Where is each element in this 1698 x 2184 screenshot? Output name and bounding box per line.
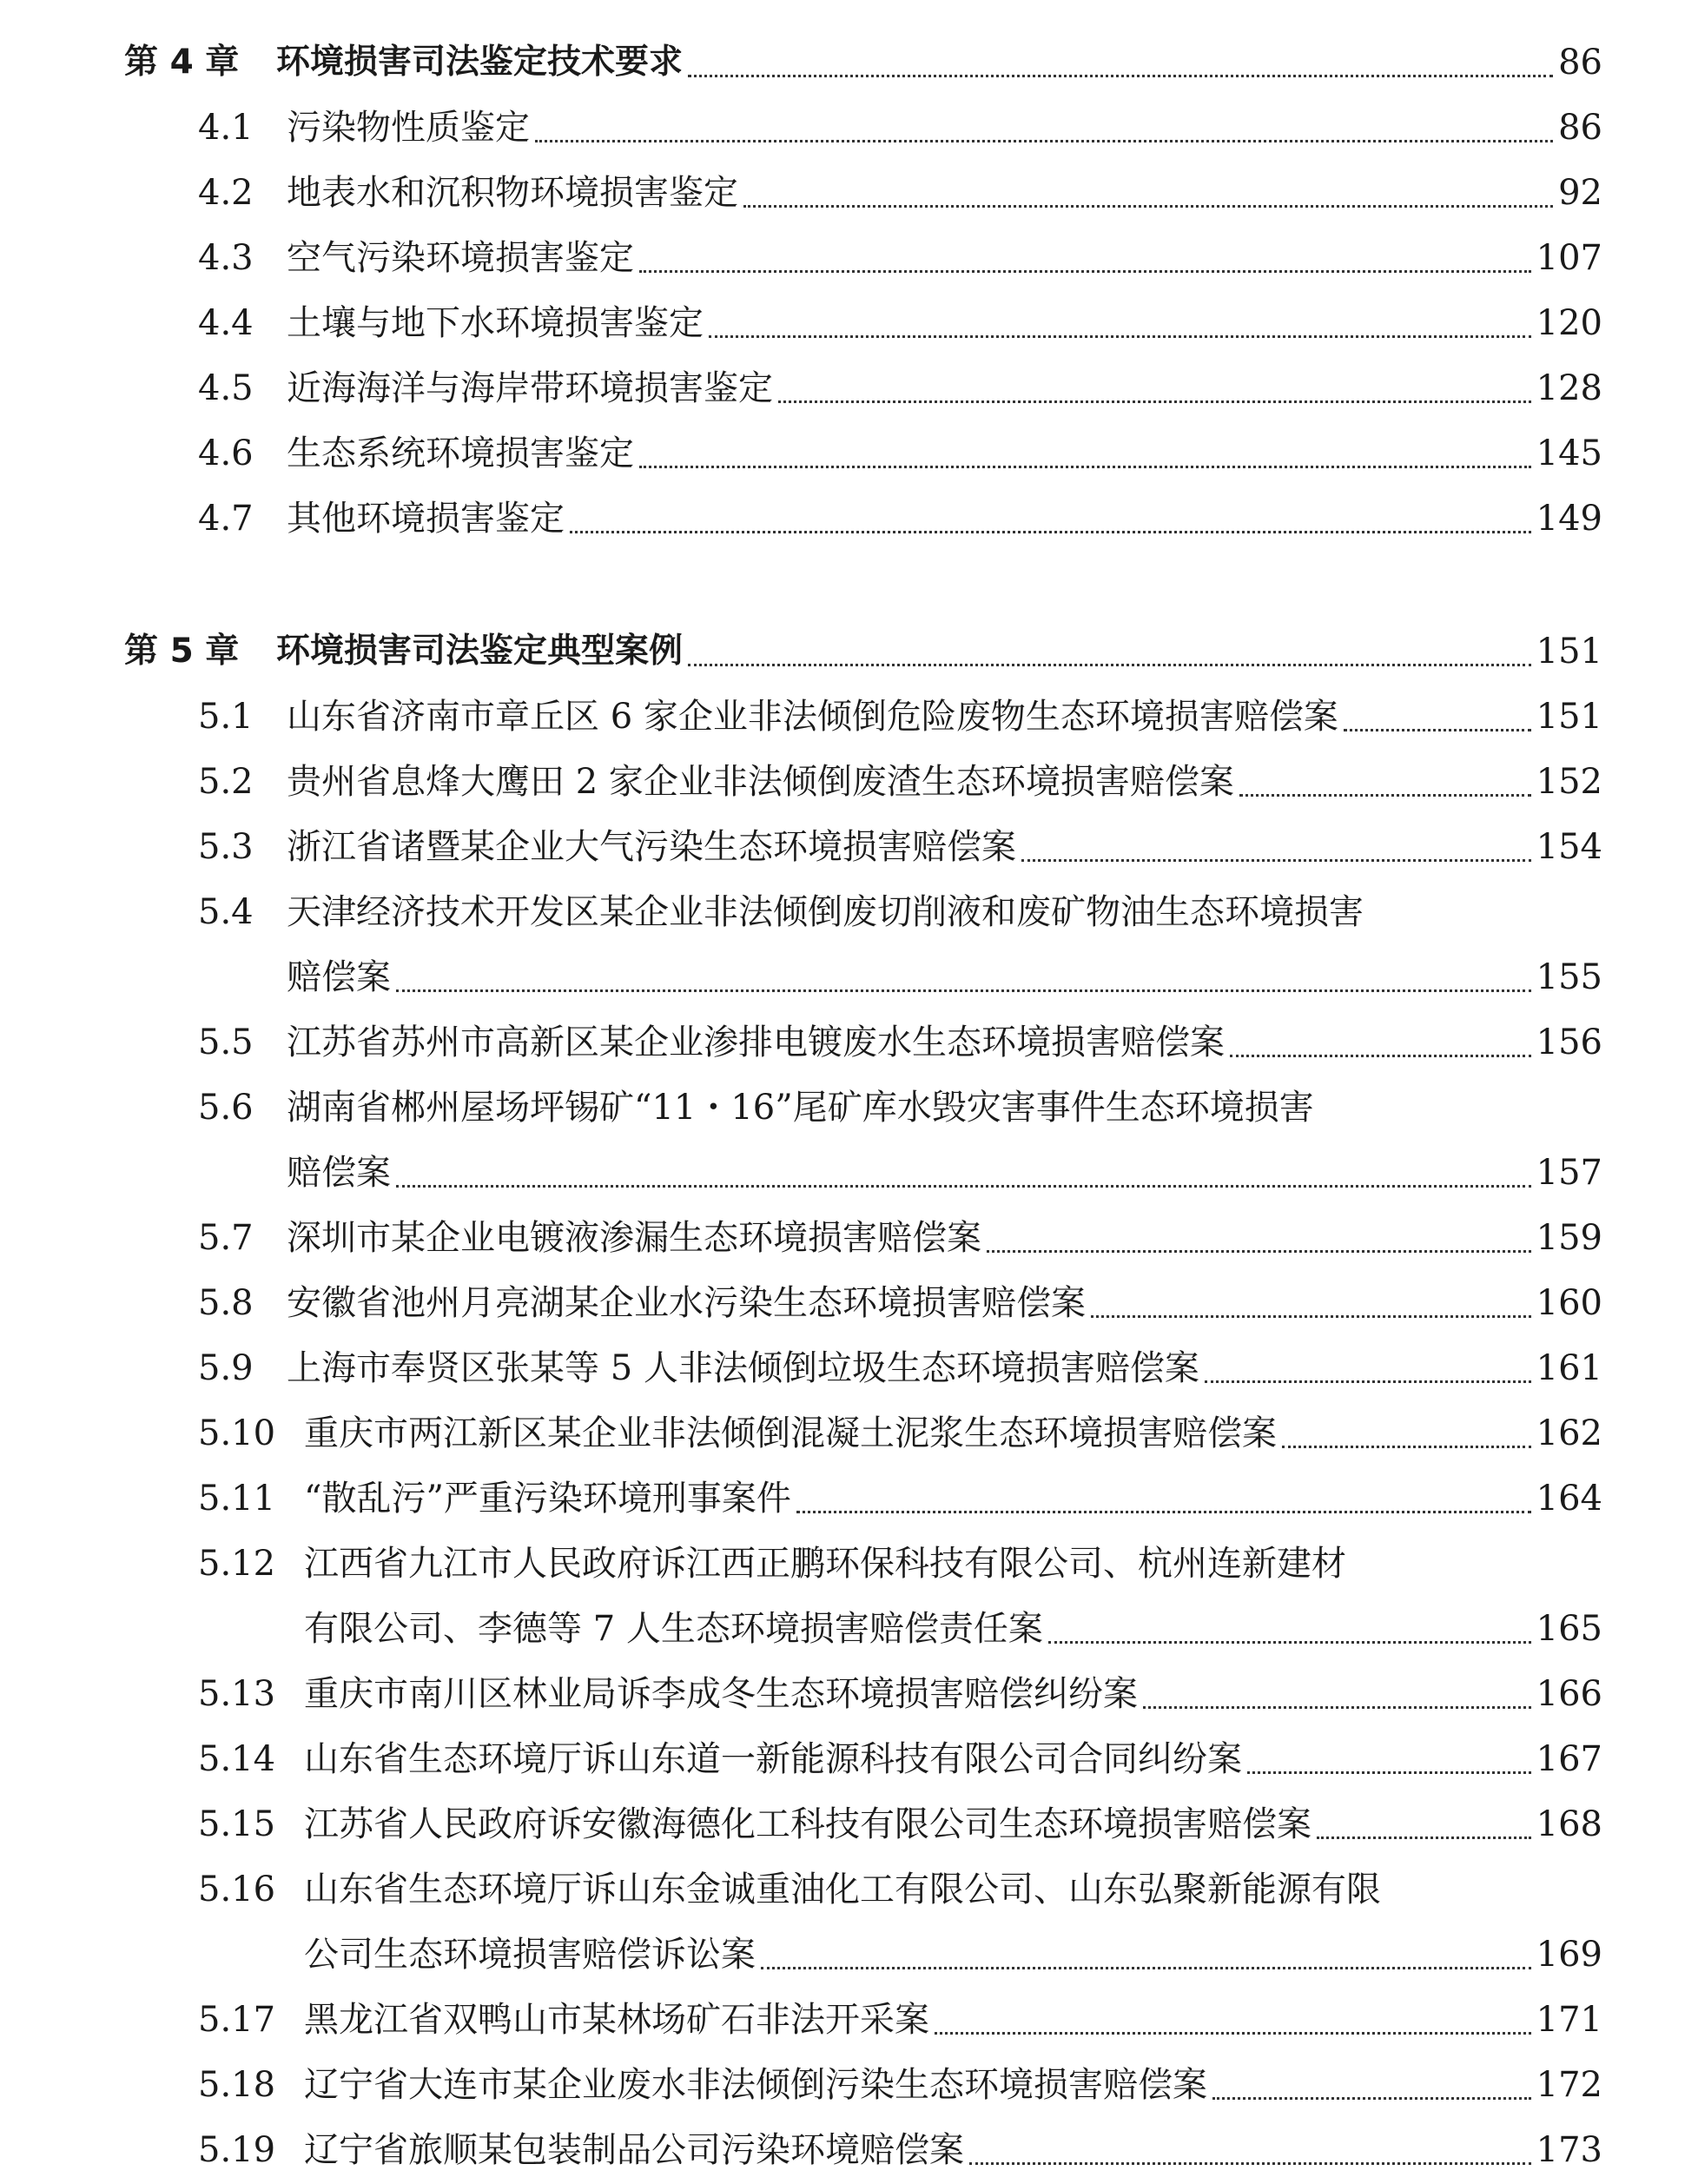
section-number: 5.8 [198, 1283, 254, 1323]
page-number: 169 [1536, 1935, 1602, 1975]
section-title-continued: 有限公司、李德等 7 人生态环境损害赔偿责任案 [304, 1609, 1043, 1649]
section-number: 4.3 [198, 238, 254, 278]
section-title: 重庆市两江新区某企业非法倾倒混凝土泥浆生态环境损害赔偿案 [304, 1413, 1277, 1453]
section-title: 江苏省人民政府诉安徽海德化工科技有限公司生态环境损害赔偿案 [304, 1804, 1311, 1844]
section-title: 黑龙江省双鸭山市某林场矿石非法开采案 [304, 2000, 929, 2040]
dot-leader [778, 400, 1531, 403]
page-number: 154 [1536, 827, 1602, 867]
toc-section-entry[interactable] [198, 230, 1602, 286]
page-number: 159 [1536, 1218, 1602, 1258]
dot-leader [987, 1250, 1531, 1253]
section-number: 4.2 [198, 173, 254, 213]
toc-section-entry[interactable] [198, 1797, 1602, 1852]
section-number: 5.16 [198, 1870, 276, 1909]
toc-section-entry[interactable] [198, 1015, 1602, 1070]
dot-leader [1021, 859, 1531, 862]
page-number: 171 [1536, 2000, 1602, 2040]
section-number: 5.18 [198, 2065, 276, 2105]
dot-leader [1317, 1837, 1531, 1839]
page-number: 145 [1536, 433, 1602, 473]
section-number: 5.19 [198, 2130, 276, 2170]
dot-leader [688, 664, 1531, 666]
section-title-continued: 公司生态环境损害赔偿诉讼案 [304, 1935, 756, 1975]
section-title: 重庆市南川区林业局诉李成冬生态环境损害赔偿纠纷案 [304, 1674, 1138, 1714]
page-number: 164 [1536, 1479, 1602, 1519]
section-title: 贵州省息烽大鹰田 2 家企业非法倾倒废渣生态环境损害赔偿案 [287, 762, 1234, 802]
section-title: 近海海洋与海岸带环境损害鉴定 [287, 368, 773, 408]
dot-leader [535, 140, 1553, 142]
page-number: 165 [1536, 1609, 1602, 1649]
toc-section-entry[interactable] [198, 1406, 1602, 1461]
page-number: 173 [1536, 2130, 1602, 2170]
section-number: 5.5 [198, 1023, 254, 1062]
page-number: 149 [1536, 499, 1602, 539]
toc-section-entry[interactable] [198, 1666, 1602, 1722]
toc-section-continuation[interactable] [304, 1601, 1602, 1657]
dot-leader [1212, 2097, 1531, 2100]
section-title: 其他环境损害鉴定 [287, 499, 565, 539]
section-number: 5.1 [198, 697, 254, 737]
toc-section-entry[interactable] [198, 1536, 1602, 1592]
section-number: 5.15 [198, 1804, 276, 1844]
toc-section-entry[interactable] [198, 1731, 1602, 1787]
section-title: 浙江省诸暨某企业大气污染生态环境损害赔偿案 [287, 827, 1016, 867]
chapter-title: 环境损害司法鉴定技术要求 [276, 43, 684, 82]
dot-leader [1344, 729, 1531, 731]
section-number: 5.7 [198, 1218, 254, 1258]
section-title: 地表水和沉积物环境损害鉴定 [287, 173, 738, 213]
page-number: 168 [1536, 1804, 1602, 1844]
dot-leader [1091, 1315, 1531, 1318]
dot-leader [1205, 1380, 1531, 1383]
dot-leader [639, 270, 1531, 273]
dot-leader [796, 1511, 1531, 1513]
page-number: 157 [1536, 1153, 1602, 1193]
toc-section-entry[interactable] [198, 1275, 1602, 1331]
section-title: 湖南省郴州屋场坪锡矿“11・16”尾矿库水毁灾害事件生态环境损害 [287, 1088, 1314, 1128]
toc-section-entry[interactable] [198, 165, 1602, 221]
toc-section-entry[interactable] [198, 1471, 1602, 1526]
section-title: 空气污染环境损害鉴定 [287, 238, 634, 278]
toc-section-continuation[interactable] [287, 1145, 1602, 1201]
page-number: 86 [1558, 43, 1602, 83]
dot-leader [396, 1185, 1531, 1188]
chapter-label: 第 4 章 [124, 43, 240, 82]
toc-section-continuation[interactable] [287, 950, 1602, 1005]
page-number: 86 [1558, 108, 1602, 148]
dot-leader [761, 1967, 1531, 1969]
toc-section-entry[interactable] [198, 1210, 1602, 1266]
toc-section-continuation[interactable] [304, 1927, 1602, 1982]
toc-section-entry[interactable] [198, 689, 1602, 745]
dot-leader [1048, 1641, 1531, 1644]
dot-leader [396, 989, 1531, 992]
section-number: 4.6 [198, 433, 254, 473]
section-number: 5.3 [198, 827, 254, 867]
section-title-continued: 赔偿案 [287, 1153, 391, 1193]
page-number: 128 [1536, 368, 1602, 408]
toc-section-entry[interactable] [198, 754, 1602, 810]
section-title: 天津经济技术开发区某企业非法倾倒废切削液和废矿物油生态环境损害 [287, 892, 1364, 932]
section-number: 5.17 [198, 2000, 276, 2040]
section-number: 4.5 [198, 368, 254, 408]
page-number: 172 [1536, 2065, 1602, 2105]
page-number: 120 [1536, 303, 1602, 343]
toc-section-entry[interactable] [198, 884, 1602, 940]
page-number: 167 [1536, 1739, 1602, 1779]
toc-section-entry[interactable] [198, 819, 1602, 875]
dot-leader [709, 335, 1531, 338]
toc-section-entry[interactable] [198, 2057, 1602, 2113]
dot-leader [639, 466, 1531, 468]
page-number: 162 [1536, 1413, 1602, 1453]
toc-section-entry[interactable] [198, 295, 1602, 351]
toc-section-entry[interactable] [198, 491, 1602, 546]
section-number: 4.7 [198, 499, 254, 539]
page-number: 151 [1536, 632, 1602, 672]
dot-leader [935, 2032, 1531, 2035]
dot-leader [1230, 1055, 1531, 1057]
dot-leader [1143, 1706, 1531, 1709]
chapter-title: 环境损害司法鉴定典型案例 [276, 632, 684, 671]
section-title: 江西省九江市人民政府诉江西正鹏环保科技有限公司、杭州连新建材 [304, 1544, 1346, 1584]
toc-section-entry[interactable] [198, 1340, 1602, 1396]
page-number: 161 [1536, 1348, 1602, 1388]
page-number: 107 [1536, 238, 1602, 278]
section-title: 山东省生态环境厅诉山东道一新能源科技有限公司合同纠纷案 [304, 1739, 1242, 1779]
section-title-continued: 赔偿案 [287, 957, 391, 997]
toc-section-entry[interactable] [198, 426, 1602, 481]
section-number: 5.10 [198, 1413, 276, 1453]
section-title: 土壤与地下水环境损害鉴定 [287, 303, 704, 343]
section-title: 污染物性质鉴定 [287, 108, 530, 148]
section-number: 5.14 [198, 1739, 276, 1779]
section-title: 山东省生态环境厅诉山东金诚重油化工有限公司、山东弘聚新能源有限 [304, 1870, 1381, 1909]
page-number: 166 [1536, 1674, 1602, 1714]
toc-section-entry[interactable] [198, 1992, 1602, 2048]
section-number: 5.4 [198, 892, 254, 932]
section-title: 安徽省池州月亮湖某企业水污染生态环境损害赔偿案 [287, 1283, 1086, 1323]
section-title: “散乱污”严重污染环境刑事案件 [304, 1479, 791, 1519]
section-number: 5.11 [198, 1479, 276, 1519]
dot-leader [743, 205, 1553, 208]
section-number: 4.4 [198, 303, 254, 343]
dot-leader [1282, 1446, 1531, 1448]
toc-section-entry[interactable] [198, 1080, 1602, 1135]
section-number: 5.2 [198, 762, 254, 802]
page-number: 152 [1536, 762, 1602, 802]
dot-leader [1247, 1771, 1531, 1774]
page-number: 92 [1558, 173, 1602, 213]
dot-leader [688, 75, 1553, 77]
toc-section-entry[interactable] [198, 361, 1602, 416]
section-title: 上海市奉贤区张某等 5 人非法倾倒垃圾生态环境损害赔偿案 [287, 1348, 1199, 1388]
page-number: 160 [1536, 1283, 1602, 1323]
section-number: 4.1 [198, 108, 254, 148]
section-title: 辽宁省大连市某企业废水非法倾倒污染生态环境损害赔偿案 [304, 2065, 1207, 2105]
dot-leader [1239, 794, 1531, 797]
page-number: 151 [1536, 697, 1602, 737]
chapter-label: 第 5 章 [124, 632, 240, 671]
toc-section-entry[interactable] [198, 100, 1602, 156]
toc-section-entry[interactable] [198, 1862, 1602, 1917]
toc-section-entry[interactable] [198, 2122, 1602, 2178]
section-number: 5.9 [198, 1348, 254, 1388]
section-title: 山东省济南市章丘区 6 家企业非法倾倒危险废物生态环境损害赔偿案 [287, 697, 1338, 737]
section-title: 深圳市某企业电镀液渗漏生态环境损害赔偿案 [287, 1218, 981, 1258]
dot-leader [570, 531, 1531, 533]
section-title: 辽宁省旅顺某包装制品公司污染环境赔偿案 [304, 2130, 964, 2170]
section-number: 5.13 [198, 1674, 276, 1714]
section-title: 生态系统环境损害鉴定 [287, 433, 634, 473]
section-title: 江苏省苏州市高新区某企业渗排电镀废水生态环境损害赔偿案 [287, 1023, 1225, 1062]
section-number: 5.12 [198, 1544, 276, 1584]
dot-leader [969, 2162, 1531, 2165]
page-number: 156 [1536, 1023, 1602, 1062]
section-number: 5.6 [198, 1088, 254, 1128]
toc-chapter-entry[interactable] [124, 624, 1602, 679]
toc-chapter-entry[interactable] [124, 35, 1602, 90]
page-number: 155 [1536, 957, 1602, 997]
